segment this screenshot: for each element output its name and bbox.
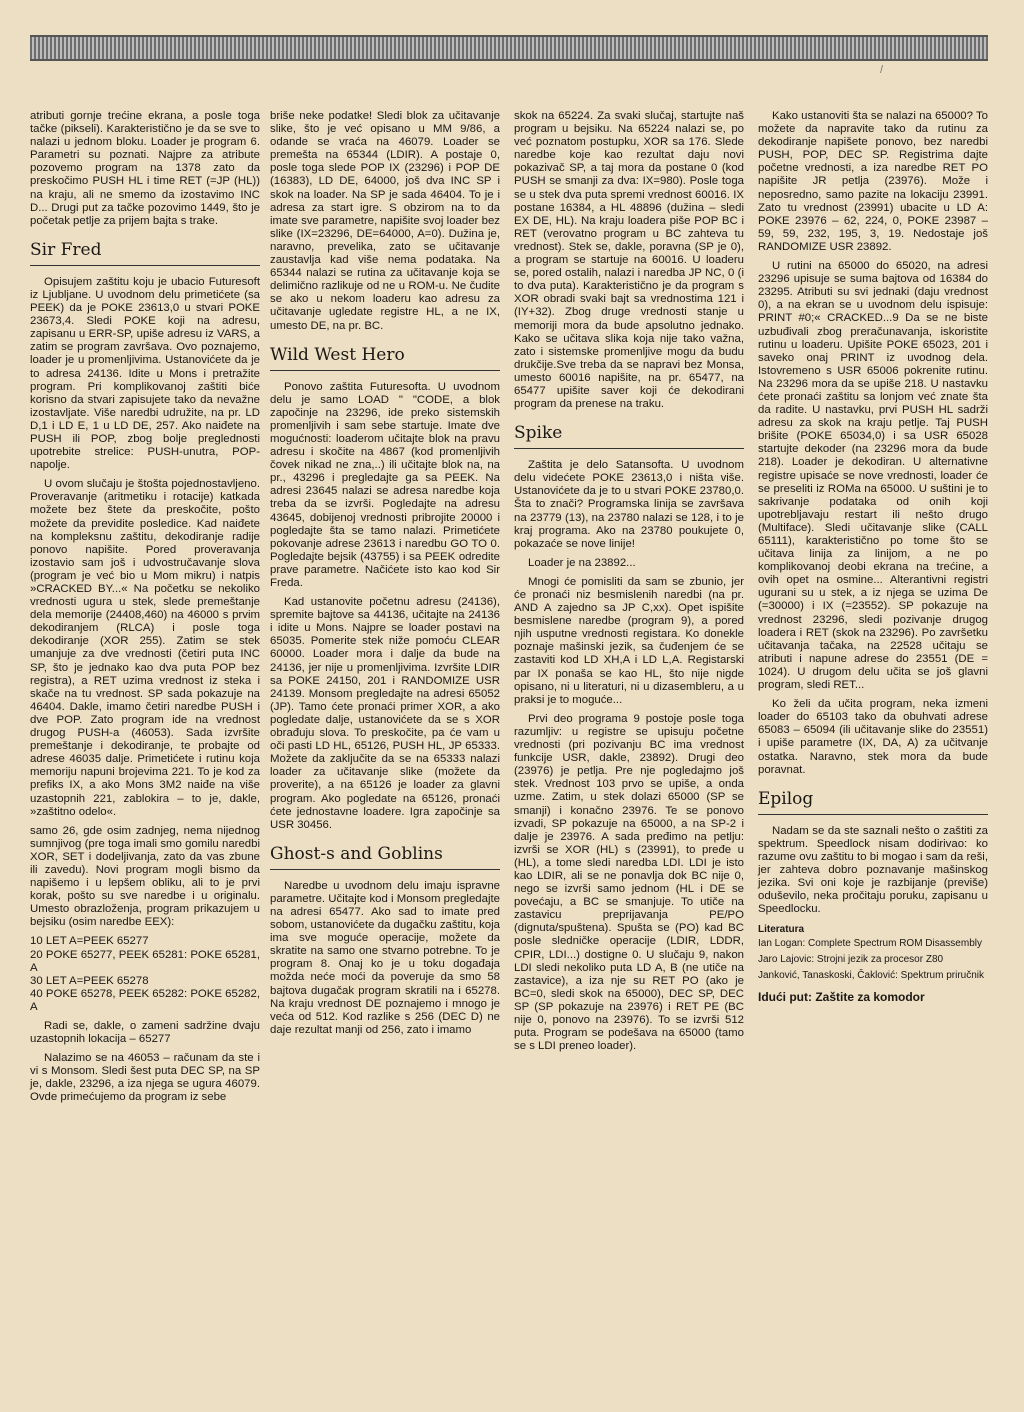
paragraph: Zaštita je delo Satansofta. U uvodnom delu videćete POKE 23613,0 i ništa više. Ustanovićete da je to u stvari POKE 23780,0. Šta to znači? Programska linija se završava na 23779 (13), na 23780 nalazi se 128, i to je kraj programa. Ako na 23780 poukujete 0, pokazaće se nove linije! xyxy=(514,459,744,550)
paragraph: samo 26, gde osim zadnjeg, nema nijednog sumnjivog (pre toga imali smo gomilu naredbi XOR, SET i dodeljivanja, zato da vas zbune ili zavedu). Novi program mogli bismo da napišemo i u lepšem obliku, ali to je prvi korak, pošto su sve naredbe i u originalu. Umesto obrazloženja, program prikazujem u bejsiku (osim naredbe EEX): xyxy=(30,824,260,929)
bibliography-item: Jaro Lajovic: Strojni jezik za procesor Z80 xyxy=(758,954,944,966)
page-mark: / xyxy=(880,64,884,76)
paragraph: atributi gornje trećine ekrana, a posle toga tačke (pikseli). Karakteristično je da se sve to nalazi u jednom bloku. Loader je program 6. Parametri su poznati. Najpre za atribute pozovemo program na 1378 zato da preskočimo PUSH HL i time RET (=JP (HL)) na kraju, ali ne smemo da izostavimo INC D... Drugi put za tačke pozovimo 1449, što je početak petlje za prijem bajta s trake. xyxy=(30,110,260,227)
paragraph: Nadam se da ste saznali nešto o zaštiti za spektrum. Speedlock nisam dodirivao: ko razume ovu zaštitu to bi mogao i sam da reši, jer zahteva dobro poznavanje mašinskog jezika. Svi oni koje je razbijanje (previše) oduševilo, neka pročitaju poruku, zapisanu u Speedlocku. xyxy=(758,824,988,916)
paragraph: Naredbe u uvodnom delu imaju ispravne parametre. Učitajte kod i Monsom pregledajte na adresi 65477. Ako sad to imate pred sobom, ustanovićete da dugačku zaštitu, koja ima sve moguće operacije, možete da skratite na samo one stvarno potrebne. To je program 8. Onaj ko je u toku događaja možda neće moći da poveruje da smo 58 bajtova dugačak program skratili na i 65278. Na kraju vrednost DE poznajemo i mnogo je veća od 512. Kod razlike s 256 (DEC D) ne daje rezultat manji od 256, zato i imamo xyxy=(270,879,500,1036)
section-heading-spike: Spike xyxy=(514,423,744,449)
column-1 xyxy=(30,110,260,1111)
section-heading-wild-west-hero: Wild West Hero xyxy=(270,345,500,371)
section-heading-sir-fred: Sir Fred xyxy=(30,240,260,266)
column-3 xyxy=(514,110,744,1059)
paragraph: Radi se, dakle, o zameni sadržine dvaju uzastopnih lokacija – 65277 xyxy=(30,1020,260,1046)
paragraph: Prvi deo programa 9 postoje posle toga razumljiv: u registre se upisuju početne vrednosti (pri pozivanju BC ima vrednost funkcije USR, dakle, 23892). Drugi deo (23976) je petlja. Pre nje pogledajmo još stek. Vrednost 103 prvo se upiše, a onda uzme. Zatim, u stek dolazi 65000 (SP se smanji) i konačno 23976. Te se ponovo izvadi, SP pokazuje na 65000, a na SP-2 i dalje je 23976. A sada pređimo na petlju: izvrši se XOR (HL) s (23991), to pređe u (HL), a tome sledi naredba LDI. LDI je isto kao LDIR, ali se ne ponavlja dok BC nije 0, nego se izvrši samo jednom (HL i DE se povećaju, a BC se smanjuje. To utiče na zastavicu preprijavanja PE/PO (dignuta/spuštena). Spušta se (PO) kad BC posle sledničke operacije (LDIR, LDDR, CPIR, LDI...) dostigne 0. U slučaju 9, nakon LDI sledi nekoliko puta LD A, B (ne utiče na zastavice), a iza nje su RET PO (ako je BC=0, sledi skok na 65000), DEC SP, DEC SP (SP pokazuje na 23976) i RET PE (BC nije 0, ponovo na 23976). To se izvrši 512 puta. Program se podešava na 65000 (tamo se s LDI preneo loader). xyxy=(514,712,744,1053)
bibliography-title: Literatura xyxy=(758,924,805,936)
paragraph: Kad ustanovite početnu adresu (24136), spremite bajtove sa 44136, učitajte na 24136 i idite u Mons. Najpre se loader postavi na 65035. Pomerite stek niže pomoću CLEAR 60000. Loader mora i dalje da bude na 24136, jer nije u promenljivima. Izvršite LDIR sa POKE 24150, 201 i RANDOMIZE USR 24139. Monsom pregledajte na adresi 65052 (JP). Tamo ćete pronaći primer XOR, a ako pogledate dalje, ustanovićete da se s XOR obrađuju slova. To preskočite, pa će vam u oči pasti LD HL, 65126, PUSH HL, JP 65333. Možete da zaključite da se na 65333 nalazi loader za učitavanje slike (možete da proverite), a na 65126 je loader za glavni program. Ako pogledate na 65126, pronaći ćete jednostavne loadere. Igra započinje sa USR 30456. xyxy=(270,596,500,831)
bibliography-item: Ian Logan: Complete Spectrum ROM Disassembly xyxy=(758,938,982,950)
top-decorative-bar xyxy=(30,35,988,61)
basic-code-listing: 10 LET A=PEEK 65277 20 POKE 65277, PEEK 65281: POKE 65281, A 30 LET A=PEEK 65278 40 POKE 65278, PEEK 65282: POKE 65282, A xyxy=(30,935,260,1013)
paragraph: U ovom slučaju je štošta pojednostavljeno. Proveravanje (aritmetiku i rotacije) katkada možete bez štete da preskočite, pošto možete da previdite posledice. Kad naiđete na kompleksnu zaštitu, dekodiranje radije ponovo napišite. Pored proveravanja izostavio sam još i udvostručavanje slova (program je već bio u Mom mikru) i natpis »CRACKED BY...« Na početku se nekoliko vrednosti ugura u stek, slede premeštanje dela memorije (24408,460) na 46000 s prvim dekodiranjem (RLCA) i posle toga dekodiranje (XOR 255). Zatim se stek umanjuje za dve vrednosti (četiri puta INC SP, što je jednako kao dva puta POP bez registra), a RET uzima vrednost iz steka i skače na tu vrednost. SP sada pokazuje na 46404. Dakle, imamo četiri naredbe PUSH i dve POP. Zato program ide na vrednost drugog PUSH-a (46053). Sada izvršite premeštanje i dekodiranje, te probajte od adrese 46035 dalje. Primetićete i rutinu koja memoriju napuni brojevima 221. To je kod za prefiks IX, a ako Mons 3M2 naiđe na više uzastopnih 221, zablokira – to je, dakle, »zaštitno odelo«. xyxy=(30,478,260,818)
column-4 xyxy=(758,110,988,1004)
paragraph: Mnogi će pomisliti da sam se zbunio, jer će pronaći niz besmislenih naredbi (na pr. AND A zajedno sa JP C,xx). Opet ispišite besmislene naredbe (program 9), a pored njih usputne vrednosti registara. Ko donekle poznaje mašinski jezik, sa čuđenjem će se zastaviti kod LD XH,A i LD L,A. Registarski par IX ponaša se kao HL, što nije nigde opisano, ni u literaturi, ni u dizasembleru, a u praksi je to moguće... xyxy=(514,575,744,706)
paragraph: Ponovo zaštita Futuresofta. U uvodnom delu je samo LOAD " "CODE, a blok započinje na 23296, ide preko sistemskih promenljivih i sam sebe startuje. Imate dve mogućnosti: loaderom učitajte blok na pravu adresu i skočite na 4867 (kod promenljivih čovek nikad ne zna,..) ili učitajte blok na, na pr., 43296 i pregledajte ga sa PEEK. Na adresi 23645 nalazi se adresa naredbe koja treba da se izvrši. Pogledajte na adresu 43645, dobijenoj vrednosti pribrojite 20000 i pogledajte šta se tamo nalazi. Primetićete pokovanje adrese 23613 i naredbu GO TO 0. Pogledajte bejsik (43755) i sa PEEK odredite prave parametre. Načićete isto kao kod Sir Freda. xyxy=(270,380,500,589)
paragraph: Opisujem zaštitu koju je ubacio Futuresoft iz Ljubljane. U uvodnom delu primetićete (sa PEEK) da je POKE 23613,0 u stvari POKE 23673,4. Sledi POKE koji na adresu, zapisanu u ERR-SP, upiše adresu iz VARS, a zatim se program završava. Ovo poznajemo, loader je u promenljivima. Ustanovićete da je to adresa 24136. Idite u Mons i pretražite program. Pri komplikovanoj zaštiti biće korisno da stvari zapisujete tako da nevažne izostavljate. Više naredbi udružite, na pr. LD D,1 i LD E, 1 u LD DE, 257. Ako naiđete na PUSH ili POP, zbog bolje preglednosti upotrebite strelice: PUSH-unutra, POP-napolje. xyxy=(30,275,260,472)
paragraph: briše neke podatke! Sledi blok za učitavanje slike, što je već opisano u MM 9/86, a odande se vraća na 46079. Loader se premešta na 65344 (LDIR). A postaje 0, posle toga slede POP IX (23296) i POP DE (16383), LD DE, 64000, još dva INC SP i skok na loader. Na SP je sada 46404. To je i adresa za start igre. S obzirom na to da imate sve parametre, napišite svoj loader bez slike (IX=23296, DE=64000, A=0). Dužina je, naravno, prevelika, zato se učitavanje zaustavlja kad više nema podataka. Na 65344 nalazi se rutina za učitavanje koja se delimično razlikuje od ne u ROM-u. Ne čudite se ako u nekom loaderu kao adresu za učitavanje ugledate registre HL, a ne IX, umesto DE, na pr. BC. xyxy=(270,110,500,332)
section-heading-ghosts-and-goblins: Ghost-s and Goblins xyxy=(270,844,500,870)
paragraph: skok na 65224. Za svaki slučaj, startujte naš program u bejsiku. Na 65224 nalazi se, po već poznatom postupku, XOR sa 176. Slede naredbe koje kao rezultat daju novi pokazivač SP, a taj mora da postane 0 (kod PUSH se smanji za dva: IX=980). Posle toga se u stek dva puta spremi vrednost 60016. IX postane 16384, a HL 48896 (dužina – sledi EX DE, HL). Na kraju loadera piše POP BC i RET (verovatno program u BC zahteva tu vrednost). Stek se, dakle, poravna (SP je 0), a program se startuje na 60016. U loaderu se, pored ostalih, nalazi i naredba JP NC, 0 (i to dva puta). Karakteristično je da program s XOR obradi svaki bajt sa vrednostima 121 i (IY+32). Zbog druge vrednosti stanje u memoriji mora da bude apsolutno jednako. Kako se učitava slika koja nije tako važna, zato i sistemske promenljive mogu da budu drukčije.Sve treba da se napravi bez Monsa, umesto 60016 napišite, na pr. 65477, na 65477 upišite saver koji će dekodirani program da prenese na traku. xyxy=(514,110,744,411)
next-issue-note: Idući put: Zaštite za komodor xyxy=(758,990,925,1005)
paragraph: Loader je na 23892... xyxy=(528,556,636,569)
section-heading-epilog: Epilog xyxy=(758,789,988,815)
paragraph: Ko želi da učita program, neka izmeni loader do 65103 tako da obuhvati adrese 65083 – 65094 (ili učitavanje slike do 23551) i upiše parametre (IX, DA, A) za učitvanje ostatka. Naravno, stek mora da bude poravnat. xyxy=(758,698,988,776)
paragraph: U rutini na 65000 do 65020, na adresi 23296 upisuje se suma bajtova od 16384 do 23295. Atributi su svi jednaki (daju vrednost 0), a na ekran se u uvodnom delu ispisuje: PRINT #0;« CRACKED...9 Da se ne biste uzbuđivali zbog preračunavanja, iskoristite rutinu u loaderu. Upišite POKE 65023, 201 i saveko onaj PRINT iz uvodnog dela. Istovremeno s USR 65006 pokrenite rutinu. Na 23296 mora da se upiše 218. U nastavku ćete pronaći zaštitu sa lonjom već znate šta da radite. U nastavku, prvi PUSH HL sadrži adresu za skok na kraju petlje. Taj PUSH brišite (POKE 65034,0) i sa USR 65028 startujte dekoder (na 23296 mora da bude 218). Loader je dekodiran. U alternativne registre upisaće se nove vrednosti, loader će se preseliti iz ROMa na 65000. U suštini je to sakrivanje podataka od onih koji upotrebljavaju restart ili nešto drugo (Multiface). Sledi učitavanje slike (CALL 65111), karakteristično po tome što se učitava linija za linijom, a ne po komplikovanoj deobi ekrana na trećine, a ovih opet na osmine... Alterantivni registri ugurani su u stek, a iz njega se uzima De (=30000) i IX (=23552). SP pokazuje na vrednost 23296, sledi pozivanje drugog loadera i RET (skok na 23296). Po završetku učitavanja tačaka, na 22528 učitaju se atributi i napune adrese do 23551 (DE = 1024). U drugom delu učita se još glavni program, sledi RET... xyxy=(758,260,988,692)
paragraph: Nalazimo se na 46053 – računam da ste i vi s Monsom. Sledi šest puta DEC SP, na SP je, dakle, 23296, a iza njega se ugura 46079. Ovde primećujemo da program iz sebe xyxy=(30,1052,260,1104)
bibliography-item: Janković, Tanaskoski, Čaklović: Spektrum priručnik xyxy=(758,970,985,982)
paragraph: Kako ustanoviti šta se nalazi na 65000? To možete da napravite tako da rutinu za dekodiranje napišete ponovo, bez naredbi PUSH, POP, DEC SP. Registrima dajte početne vrednosti, a iza naredbe RET PO napišite JR petlja (23976). Može i neposredno, samo pazite na lokaciju 23991. Zato tu vrednost (23991) ubacite u LD A: POKE 23976 – 62, 224, 0, POKE 23987 – 59, 59, 232, 195, 3, 19. Nedostaje još RANDOMIZE USR 23892. xyxy=(758,110,988,253)
column-2 xyxy=(270,110,500,1043)
